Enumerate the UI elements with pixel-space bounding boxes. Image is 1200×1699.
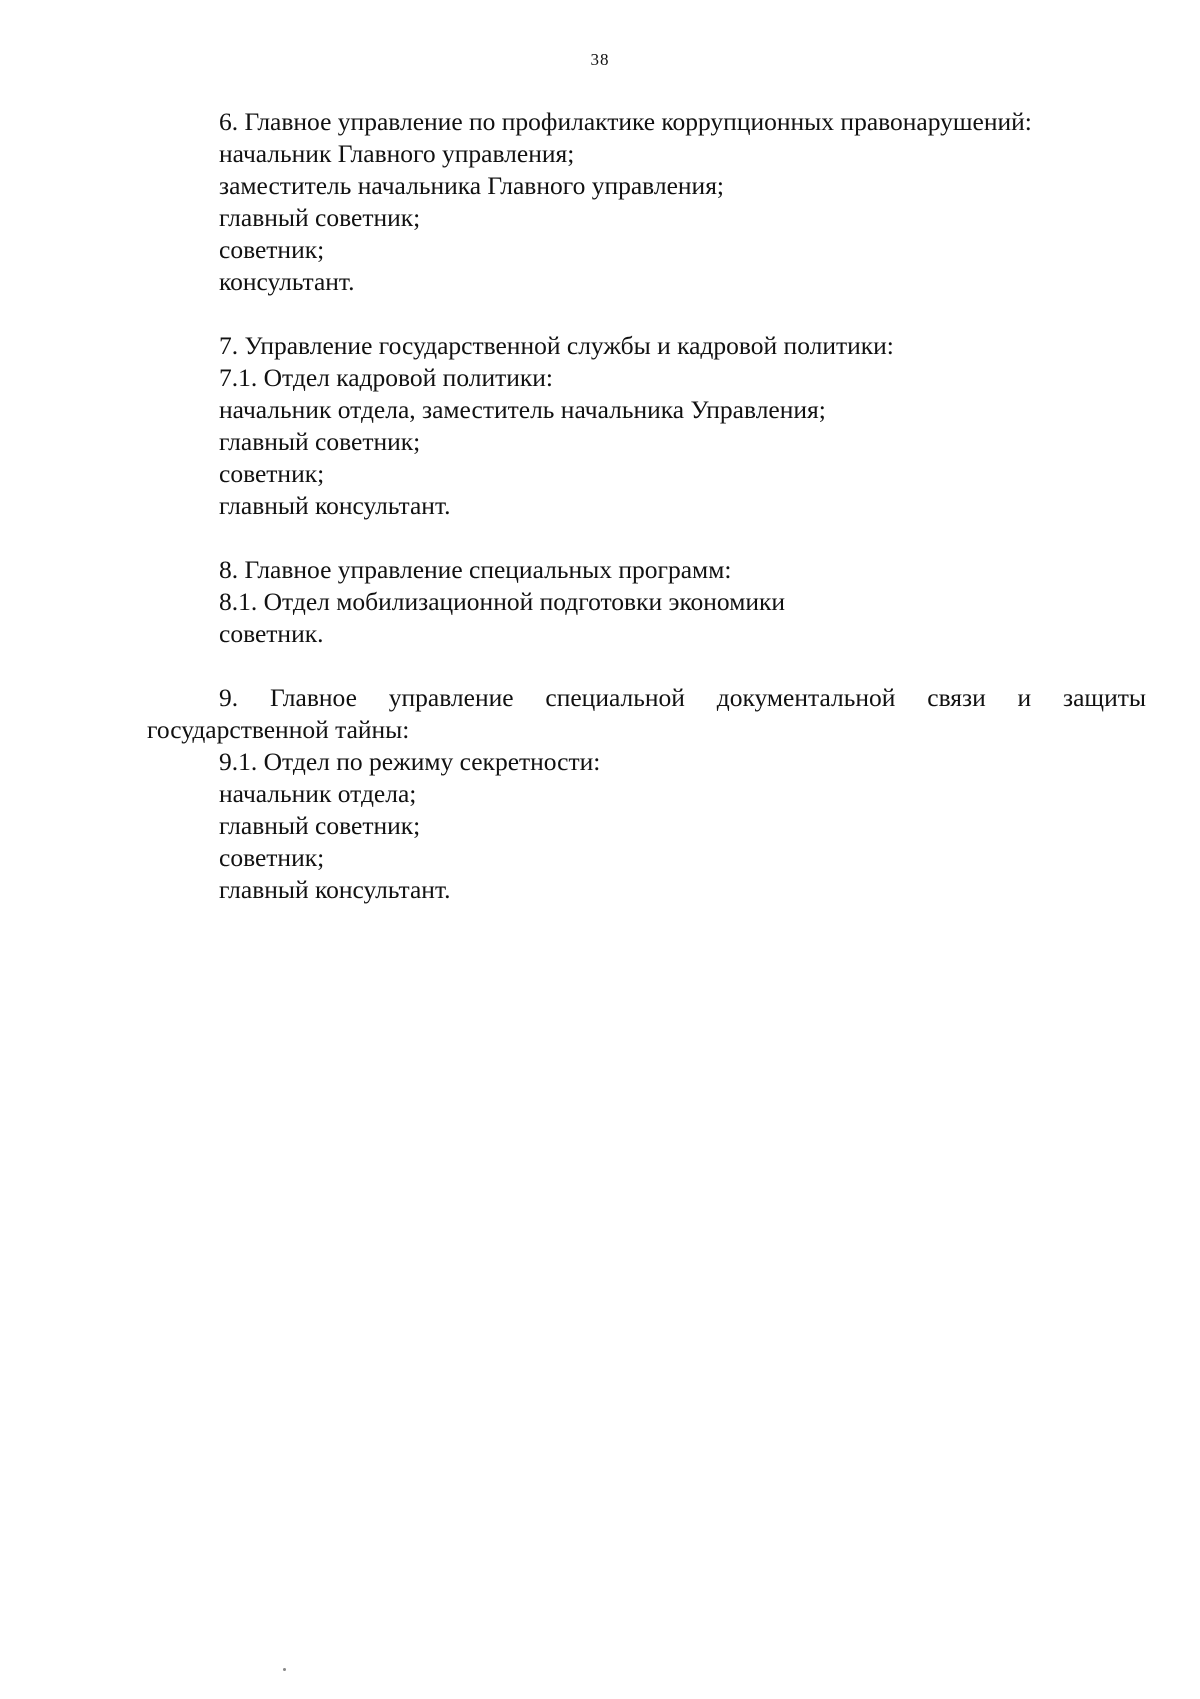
section-heading: 7. Управление государственной службы и кадровой политики:	[219, 331, 894, 360]
position-line: начальник отдела, заместитель начальника Управления;	[219, 395, 826, 424]
position-line: главный советник;	[219, 811, 421, 840]
position-line: главный консультант.	[219, 491, 451, 520]
document-body	[147, 106, 1146, 938]
section-8	[147, 554, 1146, 650]
scan-speck	[283, 1668, 286, 1671]
section-heading: 9. Главное управление специальной документальной связи и защиты государственной тайны:	[147, 683, 1146, 744]
section-7	[147, 330, 1146, 522]
position-line: советник;	[219, 459, 325, 488]
subsection-heading: 7.1. Отдел кадровой политики:	[219, 363, 554, 392]
section-heading: 6. Главное управление по профилактике коррупционных правонарушений:	[219, 107, 1032, 136]
position-line: заместитель начальника Главного управления;	[219, 171, 725, 200]
position-line: советник;	[219, 235, 325, 264]
section-9	[147, 682, 1146, 906]
section-heading: 8. Главное управление специальных программ:	[219, 555, 732, 584]
position-line: главный советник;	[219, 427, 421, 456]
position-line: консультант.	[219, 267, 355, 296]
position-line: советник.	[219, 619, 324, 648]
position-line: главный советник;	[219, 203, 421, 232]
position-line: главный консультант.	[219, 875, 451, 904]
position-line: советник;	[219, 843, 325, 872]
page-number: 38	[590, 50, 610, 69]
subsection-heading: 9.1. Отдел по режиму секретности:	[219, 747, 601, 776]
subsection-heading: 8.1. Отдел мобилизационной подготовки экономики	[219, 587, 786, 616]
position-line: начальник отдела;	[219, 779, 417, 808]
section-6	[147, 106, 1146, 298]
position-line: начальник Главного управления;	[219, 139, 575, 168]
